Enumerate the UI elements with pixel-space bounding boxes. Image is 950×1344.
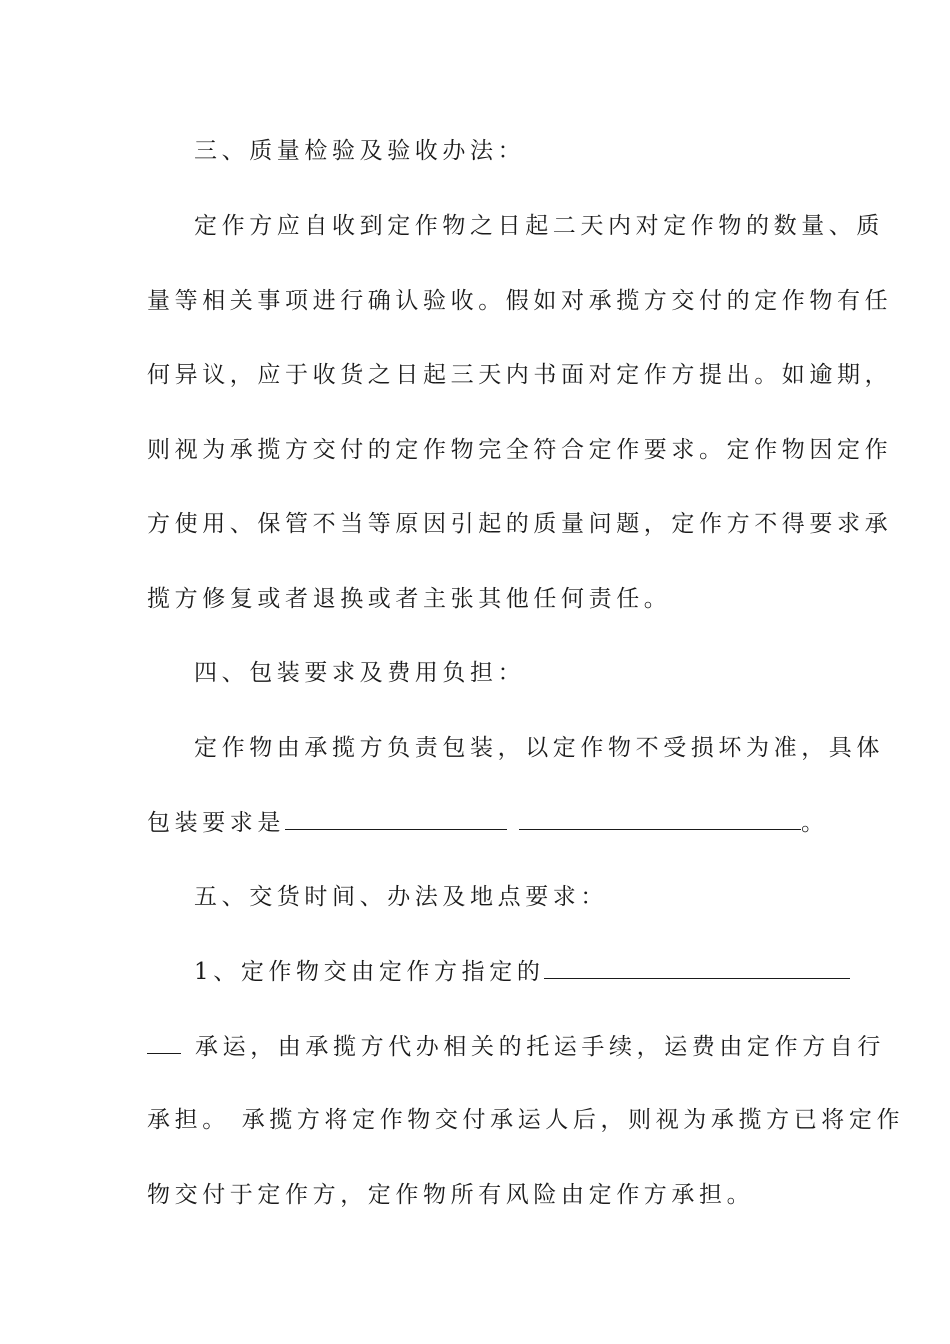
packaging-label: 包装要求是 xyxy=(147,810,285,836)
paragraph-line: 揽方修复或者退换或者主张其他任何责任。 xyxy=(147,586,672,612)
paragraph-line: 定作方应自收到定作物之日起二天内对定作物的数量、质 xyxy=(194,213,884,239)
carrier-blank-continued xyxy=(147,1031,181,1054)
paragraph-line: 物交付于定作方，定作物所有风险由定作方承担。 xyxy=(147,1182,755,1208)
carrier-blank xyxy=(544,956,850,979)
item-1-line xyxy=(194,956,807,987)
item-1-continuation xyxy=(147,1031,885,1062)
packaging-blank-2 xyxy=(519,807,801,830)
section-5-heading: 五、交货时间、办法及地点要求： xyxy=(194,884,608,910)
paragraph-line: 量等相关事项进行确认验收。假如对承揽方交付的定作物有任 xyxy=(147,288,893,314)
packaging-period: 。 xyxy=(801,810,829,836)
section-4-heading: 四、包装要求及费用负担： xyxy=(194,660,526,686)
packaging-requirement-line xyxy=(147,807,829,838)
paragraph-line: 方使用、保管不当等原因引起的质量问题，定作方不得要求承 xyxy=(147,511,893,537)
item-1-text: 承运，由承揽方代办相关的托运手续，运费由定作方自行 xyxy=(195,1034,885,1060)
section-3-heading: 三、质量检验及验收办法： xyxy=(194,138,526,164)
paragraph-line: 何异议，应于收货之日起三天内书面对定作方提出。如逾期， xyxy=(147,362,893,388)
paragraph-line: 定作物由承揽方负责包装，以定作物不受损坏为准，具体 xyxy=(194,735,884,761)
paragraph-line: 承担。 承揽方将定作物交付承运人后，则视为承揽方已将定作 xyxy=(147,1107,905,1133)
item-1-label: 1、定作物交由定作方指定的 xyxy=(194,959,545,985)
packaging-blank-1 xyxy=(285,807,507,830)
paragraph-line: 则视为承揽方交付的定作物完全符合定作要求。定作物因定作 xyxy=(147,437,893,463)
